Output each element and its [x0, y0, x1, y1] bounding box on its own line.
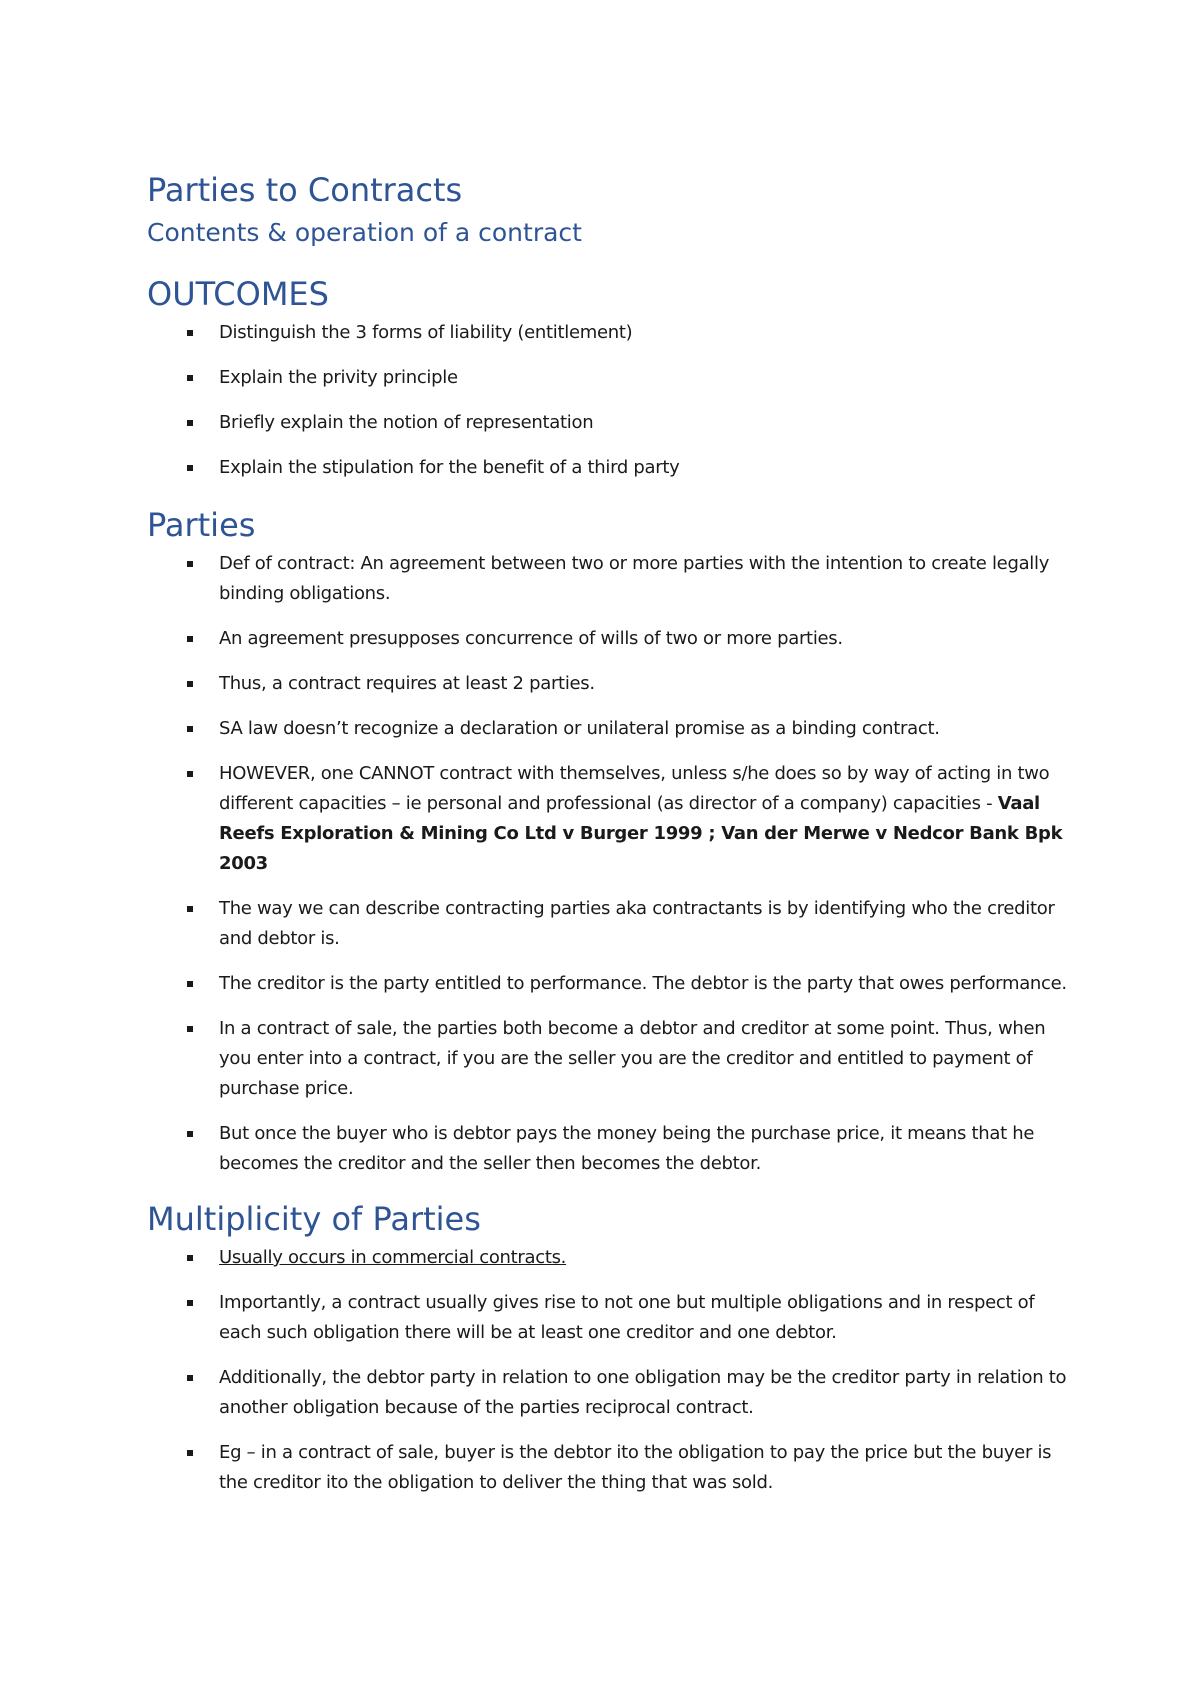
document-body [147, 170, 1067, 1513]
list-item [147, 363, 1067, 393]
list-item-text: Thus, a contract requires at least 2 parties. [219, 673, 595, 694]
list-item-text: But once the buyer who is debtor pays the money being the purchase price, it means that he becomes the creditor and the seller then becomes the debtor. [219, 1123, 1035, 1174]
list-item [147, 549, 1067, 609]
list-item [147, 714, 1067, 744]
list-item-text: HOWEVER, one CANNOT contract with themselves, unless s/he does so by way of acting in two different capacities – ie personal and professional (as director of a company) capacities - [219, 763, 1050, 814]
list-item-text: Distinguish the 3 forms of liability (entitlement) [219, 322, 633, 343]
list-item-text: Usually occurs in commercial contracts. [219, 1247, 567, 1268]
list-item [147, 453, 1067, 483]
parties-heading: Parties [147, 506, 256, 544]
document-title: Parties to Contracts [147, 171, 463, 209]
parties-section [147, 505, 1067, 1179]
list-item-text: Def of contract: An agreement between two or more parties with the intention to create legally binding obligations. [219, 553, 1050, 604]
list-item [147, 1363, 1067, 1423]
list-item-text: Explain the privity principle [219, 367, 458, 388]
bullet-icon [187, 636, 193, 642]
list-item [147, 1014, 1067, 1104]
bullet-icon [187, 1255, 193, 1261]
list-item [147, 624, 1067, 654]
bullet-icon [187, 981, 193, 987]
outcomes-list [147, 318, 1067, 483]
bullet-icon [187, 1026, 193, 1032]
bullet-icon [187, 1300, 193, 1306]
bullet-icon [187, 375, 193, 381]
multiplicity-list [147, 1243, 1067, 1498]
bullet-icon [187, 681, 193, 687]
list-item-text: Explain the stipulation for the benefit of a third party [219, 457, 680, 478]
list-item [147, 1288, 1067, 1348]
bullet-icon [187, 906, 193, 912]
bullet-icon [187, 561, 193, 567]
list-item-text: The way we can describe contracting parties aka contractants is by identifying who the creditor and debtor is. [219, 898, 1055, 949]
list-item-text: The creditor is the party entitled to performance. The debtor is the party that owes performance. [219, 973, 1067, 994]
outcomes-heading: OUTCOMES [147, 275, 329, 313]
list-item-text: Additionally, the debtor party in relation to one obligation may be the creditor party in relation to another obligation because of the parties reciprocal contract. [219, 1367, 1067, 1418]
list-item [147, 1119, 1067, 1179]
list-item-text: An agreement presupposes concurrence of wills of two or more parties. [219, 628, 843, 649]
multiplicity-section [147, 1199, 1067, 1498]
list-item [147, 759, 1067, 879]
list-item-text: In a contract of sale, the parties both become a debtor and creditor at some point. Thus, when you enter into a contract, if you are the seller you are the creditor and entitled to payment of purchase price. [219, 1018, 1046, 1099]
parties-list [147, 549, 1067, 1179]
list-item [147, 1243, 1067, 1273]
list-item-text: Briefly explain the notion of representation [219, 412, 594, 433]
list-item [147, 669, 1067, 699]
outcomes-section [147, 274, 1067, 483]
list-item [147, 969, 1067, 999]
list-item [147, 894, 1067, 954]
multiplicity-heading: Multiplicity of Parties [147, 1200, 481, 1238]
document-subtitle: Contents & operation of a contract [147, 218, 582, 247]
bullet-icon [187, 771, 193, 777]
list-item [147, 318, 1067, 348]
bullet-icon [187, 465, 193, 471]
bullet-icon [187, 1450, 193, 1456]
bullet-icon [187, 1375, 193, 1381]
list-item [147, 1438, 1067, 1498]
list-item-text: SA law doesn’t recognize a declaration or unilateral promise as a binding contract. [219, 718, 940, 739]
list-item [147, 408, 1067, 438]
list-item-text: Eg – in a contract of sale, buyer is the debtor ito the obligation to pay the price but the buyer is the creditor ito the obligation to deliver the thing that was sold. [219, 1442, 1052, 1493]
bullet-icon [187, 330, 193, 336]
bullet-icon [187, 420, 193, 426]
case-citation: Vaal Reefs Exploration & Mining Co Ltd v Burger 1999 ; Van der Merwe v Nedcor Bank Bpk 2003 [219, 793, 1063, 874]
list-item-text: Importantly, a contract usually gives rise to not one but multiple obligations and in respect of each such obligation there will be at least one creditor and one debtor. [219, 1292, 1035, 1343]
bullet-icon [187, 1131, 193, 1137]
bullet-icon [187, 726, 193, 732]
